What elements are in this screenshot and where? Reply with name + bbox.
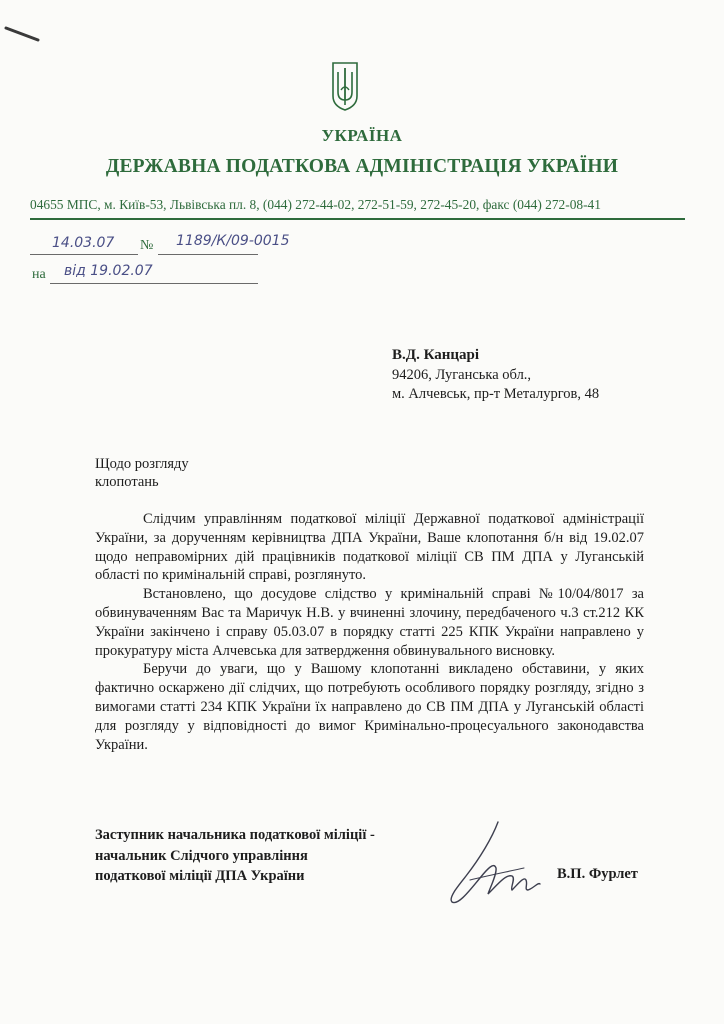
signer-name: В.П. Фурлет xyxy=(557,866,638,882)
number-line xyxy=(158,254,258,255)
body-paragraph-1: Слідчим управлінням податкової міліції Державної податкової адміністрації України, за дорученням керівництва ДПА України, Ваше клопотання б/н від 19.02.07 щодо неправомірних дій працівників податкової міліції СВ ПМ ДПА у Луганській області по кримінальній справі, розглянуто. xyxy=(95,511,644,584)
signer-title-line-2: начальник Слідчого управління xyxy=(95,847,308,864)
addressee-address-line-2: м. Алчевськ, пр-т Металургов, 48 xyxy=(392,386,600,402)
outgoing-date: 14.03.07 xyxy=(52,235,115,251)
pen-mark-icon xyxy=(4,22,42,46)
letterhead-agency: ДЕРЖАВНА ПОДАТКОВА АДМІНІСТРАЦІЯ УКРАЇНИ xyxy=(105,156,619,177)
addressee-name: В.Д. Канцарі xyxy=(392,347,480,363)
letterhead-contacts: 04655 МПС, м. Київ-53, Львівська пл. 8, (044) 272-44-02, 272-51-59, 272-45-20, факс (044) 272-08-41 xyxy=(30,197,601,212)
signer-title-block xyxy=(95,825,375,887)
body-paragraph-3: Беручи до уваги, що у Вашому клопотанні викладено обставини, у яких фактично оскаржено дії слідчих, що потребують особливого порядку розгляду, згідно з вимогами статті 234 КПК України їх направлено до СВ ПМ ДПА у Луганській області для розгляду у відповідності до вимог Кримінально-процесуального законодавства України. xyxy=(95,661,644,753)
signer-title-line-3: податкової міліції ДПА України xyxy=(95,868,305,884)
letter-body xyxy=(95,510,644,754)
subject-block xyxy=(95,455,189,491)
date-line xyxy=(30,254,138,255)
letterhead-country: УКРАЇНА xyxy=(321,126,403,145)
outgoing-number: 1189/К/09-0015 xyxy=(176,233,290,249)
trident-emblem-icon xyxy=(330,60,360,112)
handwritten-signature-icon xyxy=(440,818,560,908)
body-paragraph-2: Встановлено, що досудове слідство у кримінальній справі №10/04/8017 за обвинуваченням Вас та Маричук Н.В. у вчиненні злочину, передбаченого ч.3 ст.212 КК України закінчено і справу 05.03.07 в порядку статті 225 КПК України направлено у прокуратуру міста Алчевська для затвердження обвинувального висновку. xyxy=(95,586,644,659)
letterhead-divider xyxy=(30,218,685,220)
subject-line-1: Щодо розгляду xyxy=(95,456,189,472)
reply-to-line xyxy=(50,283,258,284)
addressee-block xyxy=(392,346,599,405)
number-label: № xyxy=(140,238,154,253)
reply-to-label: на xyxy=(32,267,46,282)
subject-line-2: клопотань xyxy=(95,474,159,490)
addressee-address-line-1: 94206, Луганська обл., xyxy=(392,366,532,383)
reply-to-reference: від 19.02.07 xyxy=(64,263,153,279)
signer-title-line-1: Заступник начальника податкової міліції - xyxy=(95,827,375,843)
